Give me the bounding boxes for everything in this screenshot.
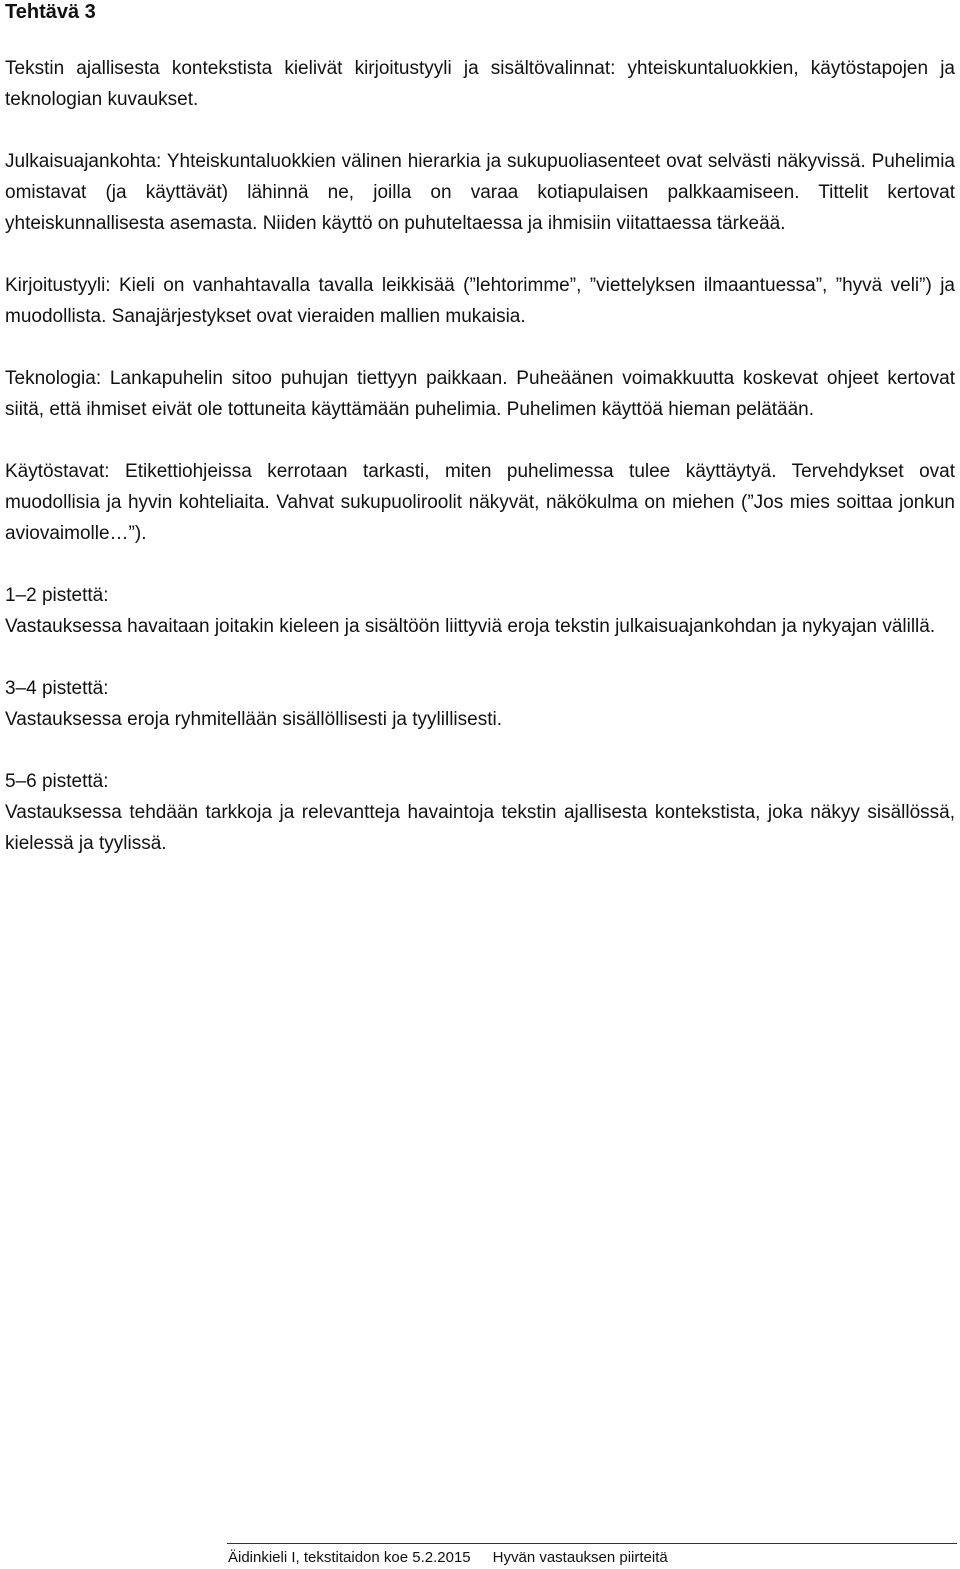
score-label: 3–4 pistettä: <box>5 678 109 699</box>
score-level-1-2 <box>5 580 955 642</box>
score-level-5-6 <box>5 766 955 859</box>
intro-paragraph: Tekstin ajallisesta kontekstista kielivät kirjoitustyyli ja sisältövalinnat: yhteiskuntaluokkien, käytöstapojen ja teknologian kuvaukset. <box>5 58 955 110</box>
footer-exam-info: Äidinkieli I, tekstitaidon koe 5.2.2015 <box>228 1549 471 1566</box>
score-description: Vastauksessa eroja ryhmitellään sisällöllisesti ja tyylillisesti. <box>5 709 502 730</box>
footer-text <box>228 1549 668 1567</box>
score-label: 5–6 pistettä: <box>5 771 109 792</box>
manners-paragraph: Käytöstavat: Etikettiohjeissa kerrotaan tarkasti, miten puhelimessa tulee käyttäytyä. Tervehdykset ovat muodollisia ja hyvin kohteliaita. Vahvat sukupuoliroolit näkyvät, näkökulma on miehen (”Jos mies soittaa jonkun aviovaimolle…”). <box>5 461 955 544</box>
technology-paragraph: Teknologia: Lankapuhelin sitoo puhujan tiettyyn paikkaan. Puheäänen voimakkuutta koskevat ohjeet kertovat siitä, että ihmiset eivät ole tottuneita käyttämään puhelimia. Puhelimen käyttöä hieman pelätään. <box>5 368 955 420</box>
score-description: Vastauksessa havaitaan joitakin kieleen ja sisältöön liittyviä eroja tekstin julkaisuajankohdan ja nykyajan välillä. <box>5 616 936 637</box>
footer-section-title: Hyvän vastauksen piirteitä <box>492 1549 668 1566</box>
publication-time-paragraph: Julkaisuajankohta: Yhteiskuntaluokkien välinen hierarkia ja sukupuoliasenteet ovat selvästi näkyvissä. Puhelimia omistavat (ja käyttävät) lähinnä ne, joilla on varaa kotiapulaisen palkkaamiseen. Tittelit kertovat yhteiskunnallisesta asemasta. Niiden käyttö on puhuteltaessa ja ihmisiin viitattaessa tärkeää. <box>5 151 955 234</box>
score-level-3-4 <box>5 673 955 735</box>
footer-divider <box>227 1543 957 1544</box>
score-label: 1–2 pistettä: <box>5 585 109 606</box>
document-content <box>5 0 955 859</box>
score-description: Vastauksessa tehdään tarkkoja ja relevantteja havaintoja tekstin ajallisesta kontekstista, joka näkyy sisällössä, kielessä ja tyylissä. <box>5 802 955 854</box>
writing-style-paragraph: Kirjoitustyyli: Kieli on vanhahtavalla tavalla leikkisää (”lehtorimme”, ”viettelyksen ilmaantuessa”, ”hyvä veli”) ja muodollista. Sanajärjestykset ovat vieraiden mallien mukaisia. <box>5 275 955 327</box>
page-title: Tehtävä 3 <box>5 1 96 23</box>
